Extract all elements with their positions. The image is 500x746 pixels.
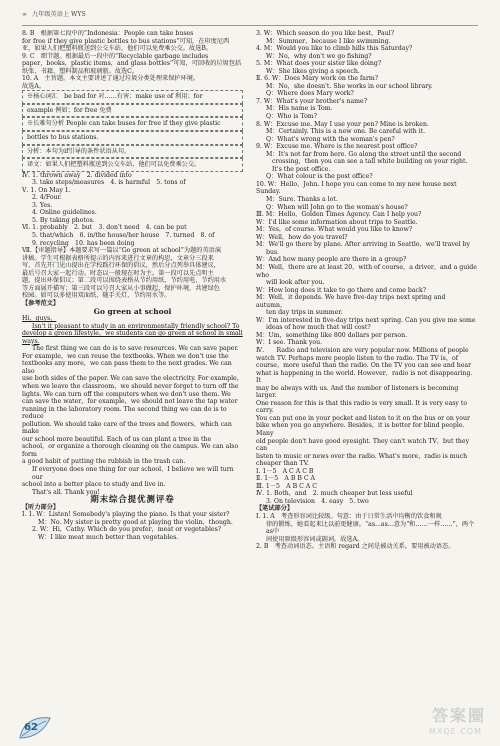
right-column-line: Q：What colour is the post office? <box>266 173 373 181</box>
right-column-line: W：Well，how do you travel? <box>256 233 348 241</box>
right-column-line: 【笔试部分】 <box>256 505 294 513</box>
left-column-line: Ⅳ. 1. thrown away 2. divided into <box>22 171 132 179</box>
left-column-line: For example，we can reuse the textbooks. When we don't use the <box>22 352 229 360</box>
right-column-line: 9. W：Excuse me. Where is the nearest post office? <box>256 143 418 151</box>
right-column-line: You can put one in your pocket and listen to it on the bus or on your <box>256 414 470 422</box>
page-number: 62 <box>24 722 38 733</box>
right-column-line: M：Well，it depends. We have five-day trips next spring and autumn， <box>256 294 446 309</box>
left-column-line: lights. We can turn off the computers when we don't use them. We <box>22 390 231 398</box>
right-column-line: W：No，why don't we go fishing? <box>266 52 372 60</box>
left-column-line: develop a green lifestyle，we students can go green at school in small <box>22 330 243 338</box>
right-column-line: watch TV. Perhaps more people listen to the radio. The TV is，of <box>256 354 459 362</box>
left-column-line: pollution. We should take care of the trees and flowers，which can make <box>22 420 232 436</box>
right-column-line: course，more useful than the radio. On the TV you can see and hear <box>256 362 472 370</box>
right-column-line: Q：Who is Tom? <box>266 113 317 121</box>
right-column-line: Ⅳ. 1. Both，and 2. much cheaper but less useful <box>256 490 413 498</box>
left-column-line: 期末综合提优测评卷 <box>90 494 175 505</box>
right-column-line: M：We'll go there by plane. After arriving in Seattle，we'll travel by <box>256 241 470 249</box>
right-column-line: 4. M：Would you like to climb hills this Saturday? <box>256 45 413 53</box>
left-column-line: 9. C 细节题。根据最后一段中的“Recyclable garbage includes <box>22 52 209 60</box>
left-column-line: 5. By taking photos. <box>32 216 95 224</box>
right-column-line: Ⅳ. Radio and television are very popular now. Millions of people <box>256 346 469 354</box>
left-column-line: 讲稿。学生可根据表格所提示的内容来进行文章的构思，文章分三段来 <box>22 254 214 262</box>
running-header <box>22 9 478 26</box>
left-column-line: school，or organize a thorough cleaning on the campus. We can also form <box>22 443 239 458</box>
left-column-line: 9. recycling 10. has been doing <box>32 239 135 247</box>
right-column-line: W：I see. Thank you. <box>256 339 323 347</box>
right-column-line: It's the post office. <box>272 165 331 173</box>
right-column-line: Ⅱ. 6. W：Does Mary work on the farm? <box>256 75 379 83</box>
left-column-line: ※核心词汇 be bad for 对……有害；make use of 利用；for <box>22 90 243 104</box>
left-column-line: 5. that/which 6. in/the house/her house 7. turned 8. of <box>32 232 215 240</box>
left-column-line: ways. <box>22 337 40 345</box>
left-column <box>22 30 243 718</box>
left-column-line: If everyone does one thing for our school，I believe we will turn our <box>32 465 234 481</box>
left-column-line: 写，首先开门见山提出在学校践行环保的倡议，然后分点列举具体建议， <box>22 262 220 270</box>
right-column-line: W：I'm interested in five-day trips next spring. Can you give me some <box>256 316 476 324</box>
left-column-line: 【参考范文】 <box>22 299 60 307</box>
left-column-line: 亚，如果人们把塑料瓶送到公交车站，他们可以免费乘公交。故选B。 <box>22 45 213 53</box>
right-column-line: 律的锻炼，她看起来比以前更健康。“as...as...意为“和……一样……”，两个as中 <box>266 520 475 536</box>
left-column-line: 2. 4/Four. <box>32 194 62 202</box>
left-column-line: 【听力部分】 <box>22 503 60 511</box>
right-column-line: 5. M：What does your sister like doing? <box>256 60 382 68</box>
left-column-line: 纸张、书籍、塑料制品和玻璃瓶。故选C。 <box>22 67 139 75</box>
right-column-line: M：Yes，of course. What would you like to know? <box>256 226 413 234</box>
right-column-line: M：Um，something like 800 dollars per person. <box>256 331 408 339</box>
right-column-line: M：Well，there are at least 20，with of course，a driver，and a guide who <box>256 263 477 279</box>
right-column-line: bike when you go anywhere. Besides，it is better for blind people. Many <box>256 422 465 437</box>
left-column-line: 4. Online guidelines. <box>32 209 97 217</box>
right-column-line: M：Sure. Thanks a lot. <box>266 196 338 204</box>
right-column-line: 10. W：Hello，John. I hope you can come to my new house next Sunday. <box>256 180 457 196</box>
left-column-line: 故选A。 <box>22 82 46 90</box>
right-column-line: Ⅰ. 1. A 考查形容词比较级。句意：由于日常生活中均衡的饮食和规 <box>256 513 442 520</box>
right-column-line: 间使用原级形容词或副词。故选A。 <box>266 535 364 543</box>
left-column-line: 10. A 主旨题。本文主要讲述了通过垃圾分类处理来保护环境。 <box>22 75 200 83</box>
right-column-line: may be always with us. And the number of listeners is becoming larger. <box>256 384 459 400</box>
left-column-line: for free if they give plastic bottles to bus stations”可知，在印度尼西 <box>22 37 230 45</box>
left-column-line: W：I like meat much better than vegetables. <box>38 533 179 541</box>
right-column-line: 8. W：Excuse me. May I use your pen? Mine is broken. <box>256 120 429 128</box>
left-column-line: M：No. My sister is pretty good at playing the violin，though. <box>38 518 233 526</box>
left-column-line: Ⅵ. 1. probably 2. but 3. don't need 4. can be put <box>22 224 187 232</box>
header-title: 九年级英语上 WYS <box>31 11 86 18</box>
left-column-line: 最后号召大家一起行动。时态以一般现在时为主。第一段可以先点明主 <box>22 269 214 277</box>
right-column-line: cheaper than TV. <box>256 460 309 468</box>
left-column-line: textbooks any more，we can pass them to the next grades. We can also <box>22 360 232 375</box>
right-column-line: 3. On television 4. easy 5. two <box>266 497 369 505</box>
left-column-line: 8. B 根据第七段中的“Indonesia：People can take buses <box>22 30 194 37</box>
right-column <box>256 30 477 718</box>
right-column-line: W：She likes giving a speech. <box>266 67 360 75</box>
left-column-line: 3. Yes. <box>32 201 53 209</box>
header-mark: ∞ <box>22 11 27 18</box>
right-column-line: will look after you. <box>266 279 325 287</box>
left-column-line: 3. take steps/measures 4. is harmful 5. tons of <box>32 179 186 187</box>
watermark-url: MXQE.COM <box>428 727 482 736</box>
right-column-line: M：Certainly. This is a new one. Be careful with it. <box>266 128 426 136</box>
right-column-line: M：It's not far from here. Go along the street until the second <box>266 150 462 158</box>
left-column-line: 分析：本句为if引导的条件状语从句。 <box>22 145 243 159</box>
right-column-line: M：His name is Tom. <box>266 105 333 113</box>
right-column-line: 3. W：Which season do you like best，Paul? <box>256 30 395 37</box>
left-column-line: Go green at school <box>93 306 172 316</box>
left-column-line: 题，提出环保倡议；第二段可以围绕表格从节约用纸、节约用电、节约用水 <box>22 277 227 285</box>
left-column-line: 等方面展开描写；第三段可以号召大家从小事做起，保护环境，共建绿色 <box>22 284 220 292</box>
right-column-line: crossing，then you can see a tall white building on your right. <box>272 158 468 166</box>
left-column-line: The first thing we can do is to save resources. We can save paper. <box>32 345 239 353</box>
right-column-line: old people don't have good eyesight. They can't watch TV，but they can <box>256 437 470 453</box>
right-column-line: Q：Where does Mary work? <box>266 90 354 98</box>
right-column-line: M：Summer，because I like swimming. <box>266 37 391 45</box>
left-column-line: 译文：如果人们把塑料瓶送到公交车站，他们可以免费乘公交。 <box>22 158 243 172</box>
left-column-line: our school more beautiful. Each of us can plant a tree in the <box>22 435 212 443</box>
left-column-line: Ⅰ. 1. W：Listen! Somebody's playing the piano. Is that your sister? <box>22 511 230 519</box>
left-column-line: Ⅴ. 1. On May 1. <box>22 186 71 194</box>
right-column-line: listen to music or news over the radio. What's more，radio is much <box>256 452 468 460</box>
right-column-line: W：And how many people are there in a group? <box>256 256 407 264</box>
watermark <box>396 703 488 743</box>
right-column-line: Ⅲ. 1－5 A B C A C <box>256 482 317 490</box>
watermark-title: 答案圈 <box>431 706 486 725</box>
right-column-line: W：I'd like some information about trips to Seattle. <box>256 218 418 226</box>
right-column-line: ideas of how much that will cost? <box>266 324 371 332</box>
left-column-line: bottles to bus stations. <box>22 131 243 145</box>
left-column-line: can save the water，for example，we should not leave the tap water <box>22 398 238 406</box>
right-column-line: M：No，she doesn't. She works in our school library. <box>266 82 433 90</box>
left-column-line: a good habit of putting the rubbish in the trash can. <box>22 458 186 466</box>
left-column-line: example 例如；for free 免费 <box>22 104 243 118</box>
left-column-line: use both sides of the paper. We can save the electricity. For example， <box>22 375 243 383</box>
left-column-line: 2. W：Hi，Cathy. Which do you prefer，meat or vegetables? <box>32 526 222 534</box>
left-column-line: That's all. Thank you! <box>32 488 100 496</box>
right-column-line: Q：When will John go to the woman's house? <box>266 203 408 211</box>
left-column-line: paper，books，plastic items，and glass bottles”可知，可回收的垃圾包括 <box>22 60 242 68</box>
left-column-line: running in the laboratory room. The second thing we can do is to reduce <box>22 405 227 421</box>
left-column-line: when we leave the classroom，we should never forget to turn off the <box>22 382 239 390</box>
right-column-line: Ⅰ. 1－5 A C A C B <box>256 467 314 475</box>
right-column-line: W：How long does it take to go there and come back? <box>256 286 427 294</box>
right-column-line: 7. W：What's your brother's name? <box>256 97 368 105</box>
right-column-line: Ⅲ. M：Hello，Golden Times Agency. Can I help you? <box>256 211 422 219</box>
right-column-line: ten day trips in summer. <box>266 309 343 317</box>
right-column-line: 2. B 考查动词语态。主语和 regard 之间是被动关系，要用被动语态。 <box>256 543 455 551</box>
left-column-line: ※长难句分析 People can take buses for free if they give plastic <box>22 117 243 131</box>
right-column-line: Q：What's wrong with the woman's pen? <box>266 135 395 143</box>
left-column-line: Ⅶ.【审题指导】本题要求写一篇以“Go green at school”为题的英语演 <box>22 247 222 255</box>
left-column-line: Isn't it pleasant to study in an environmentally friendly school? To <box>32 322 240 330</box>
right-column-line: Ⅱ. 1－5 A B B C A <box>256 475 316 483</box>
page-footer <box>16 712 76 742</box>
right-column-line: what is happening in the world. However，radio is not disappearing. It <box>256 369 473 385</box>
left-column-line: 校园。如可以多使用双面纸、随手关灯、节约用水等。 <box>22 292 171 300</box>
left-column-line: Hi，guys， <box>22 315 57 323</box>
left-column-line: school into a better place to study and live in. <box>22 481 166 489</box>
right-column-line: bus. <box>266 248 280 256</box>
right-column-line: One reason for this is that this radio is very small. It is very easy to carry. <box>256 399 468 415</box>
